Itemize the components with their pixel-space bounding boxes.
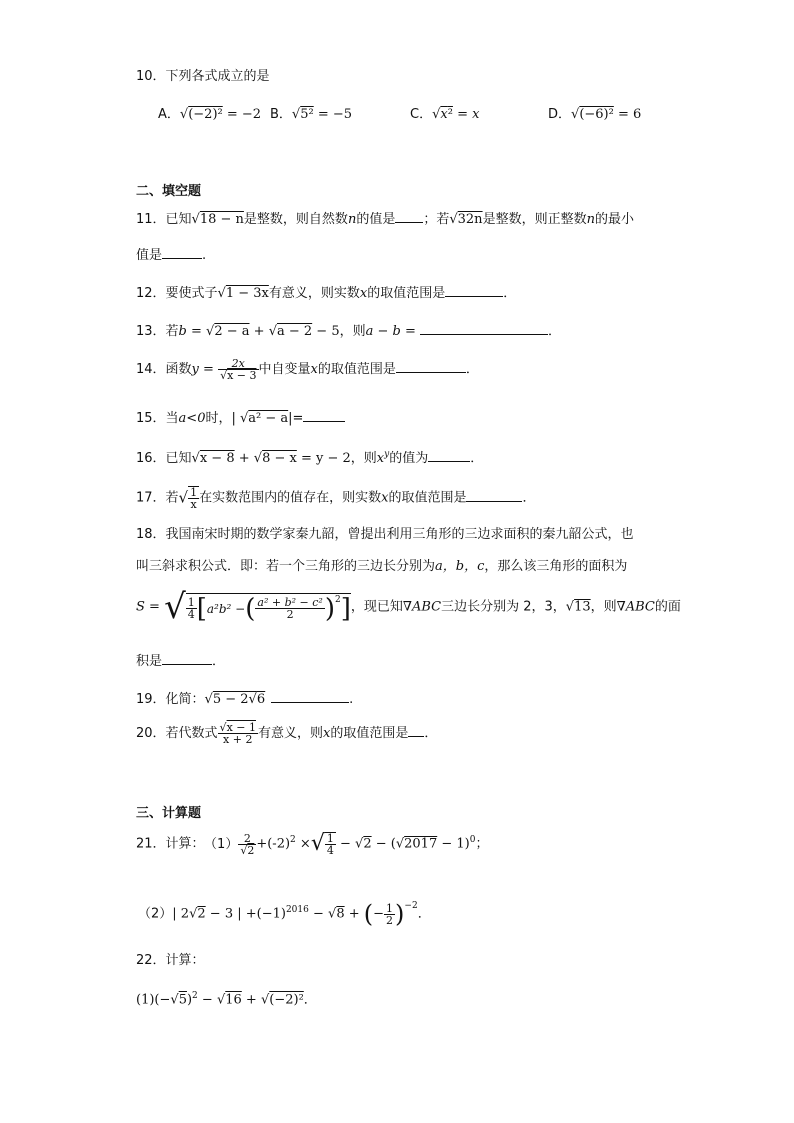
q10-option-d: D．√(−6)² = 6 bbox=[548, 107, 642, 122]
q21-part1: 21．计算： （1） $\frac{2}{√2}$ $+(-2)^2$ ×√ $\frac{1}{4}$ − $√2 - (√2017 - 1)^0$； bbox=[136, 831, 489, 857]
q18-line1: 18．我国南宋时期的数学家秦九韶，曾提出利用三角形的三边求面积的秦九韶公式，也 bbox=[136, 527, 634, 542]
q10-option-c: C．√x² = x bbox=[410, 107, 480, 122]
q21-part2: （2）| 2√2 − 3 | $+(-1)^{2016} - √8$ + (− $\frac{1}{2}$ )$^{-2}$． bbox=[138, 900, 431, 928]
q19-blank[interactable] bbox=[271, 690, 349, 703]
q15-blank[interactable] bbox=[303, 409, 345, 422]
q19: 19．化简：√5 − 2√6 . bbox=[136, 692, 354, 707]
q13-blank[interactable] bbox=[420, 322, 548, 335]
q14-blank[interactable] bbox=[396, 360, 466, 373]
q17-blank[interactable] bbox=[466, 489, 522, 502]
q11-line2: 值是 . bbox=[136, 248, 207, 263]
q13: 13．若b = √2 − a + √a − 2 − 5，则a − b = ． bbox=[136, 324, 562, 339]
q18-line2: 叫三斜求积公式．即：若一个三角形的三边长分别为a，b，c，那么该三角形的面积为 bbox=[136, 559, 628, 574]
q14: 14．函数y = $\frac{2x}{√x - 3}$ 中自变量x的取值范围是 ． bbox=[136, 357, 479, 382]
q18-formula-line: S = √ $\frac{1}{4}$ [a²b² −( $\frac{\text{a² + b² − c²}}{2}$ )$^2$]，现已知∇ABC三边长分别为 2，3，√13，则∇ABC的面 bbox=[136, 587, 681, 627]
q12: 12．要使式子√1 − 3x有意义，则实数x的取值范围是 ． bbox=[136, 286, 517, 301]
q18-blank[interactable] bbox=[162, 652, 212, 665]
section-title-fill-blank: 二、填空题 bbox=[136, 184, 202, 199]
q20-blank[interactable] bbox=[408, 724, 424, 737]
q16: 16．已知√x − 8 + √8 − x = y − 2，则$x^y$的值为 ． bbox=[136, 449, 484, 466]
q22-title: 22．计算： bbox=[136, 953, 205, 968]
q10-option-a: A．√(−2)² = −2 bbox=[158, 107, 262, 122]
q11-blank-1[interactable] bbox=[395, 210, 423, 223]
section-title-calculation: 三、计算题 bbox=[136, 806, 202, 821]
q17: 17．若√ $\frac{1}{x}$ 在实数范围内的值存在，则实数x的取值范围是 ． bbox=[136, 486, 536, 511]
q20: 20．若代数式 $\frac{√x - 1}{x + 2}$ 有意义，则x的取值范围是 ． bbox=[136, 721, 438, 746]
q11-line1: 11．已知√18 − n是整数，则自然数n的值是 ；若√32n是整数，则正整数n的最小 bbox=[136, 212, 634, 227]
q22-part1: $(1)(-√5)^2 - √16 + √(-2)^2$． bbox=[136, 991, 317, 1008]
q10-option-b: B．√5² = −5 bbox=[270, 107, 353, 122]
q16-blank[interactable] bbox=[428, 449, 470, 462]
q11-blank-2[interactable] bbox=[162, 246, 202, 259]
q10-stem: 10．下列各式成立的是 bbox=[136, 69, 270, 84]
q15: 15．当a<0时，| √a² − a|= bbox=[136, 409, 345, 425]
q18-line4: 积是 ． bbox=[136, 654, 226, 669]
q12-blank[interactable] bbox=[445, 284, 503, 297]
